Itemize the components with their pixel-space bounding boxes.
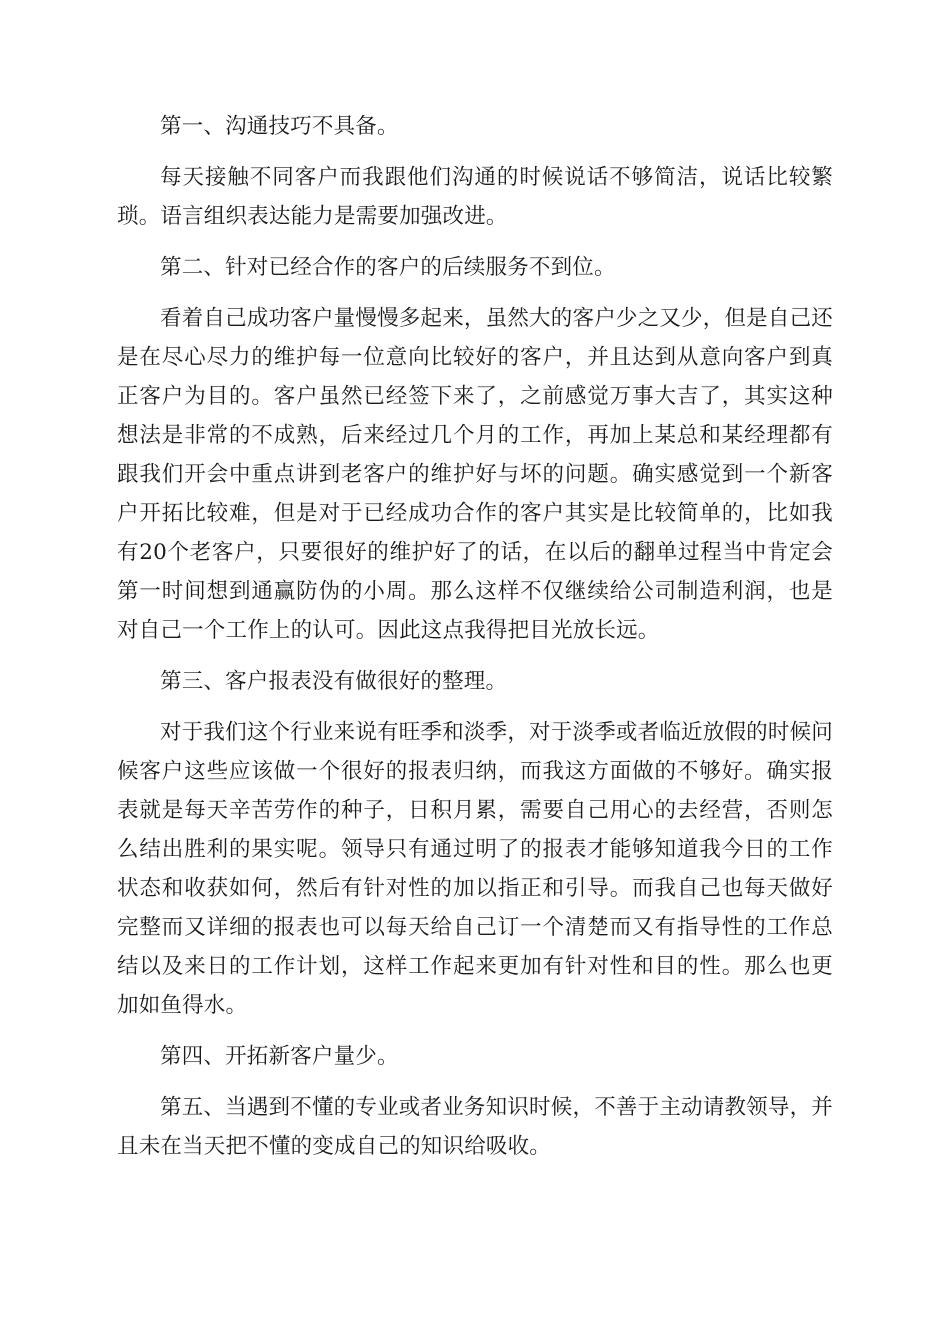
- heading-point-5: 第五、当遇到不懂的专业或者业务知识时候，不善于主动请教领导，并且未在当天把不懂的变成自己的知识给吸收。: [117, 1095, 833, 1159]
- heading-point-1: 第一、沟通技巧不具备。: [160, 114, 399, 139]
- heading-point-2: 第二、针对已经合作的客户的后续服务不到位。: [160, 255, 616, 280]
- paragraph-point-1-detail: 每天接触不同客户而我跟他们沟通的时候说话不够简洁，说话比较繁琐。语言组织表达能力是需要加强改进。: [117, 165, 833, 229]
- paragraph-point-3-detail: 对于我们这个行业来说有旺季和淡季，对于淡季或者临近放假的时候问候客户这些应该做一个很好的报表归纳，而我这方面做的不够好。确实报表就是每天辛苦劳作的种子，日积月累，需要自己用心的去经营，否则怎么结出胜利的果实呢。领导只有通过明了的报表才能够知道我今日的工作状态和收获如何，然后有针对性的加以指正和引导。而我自己也每天做好完整而又详细的报表也可以每天给自己订一个清楚而又有指导性的工作总结以及来日的工作计划，这样工作起来更加有针对性和目的性。那么也更加如鱼得水。: [117, 720, 833, 1018]
- heading-point-3: 第三、客户报表没有做很好的整理。: [160, 669, 508, 694]
- paragraph-point-2-detail: 看着自己成功客户量慢慢多起来，虽然大的客户少之又少，但是自己还是在尽心尽力的维护每一位意向比较好的客户，并且达到从意向客户到真正客户为目的。客户虽然已经签下来了，之前感觉万事大吉了，其实这种想法是非常的不成熟，后来经过几个月的工作，再加上某总和某经理都有跟我们开会中重点讲到老客户的维护好与坏的问题。确实感觉到一个新客户开拓比较难，但是对于已经成功合作的客户其实是比较简单的，比如我有20个老客户，只要很好的维护好了的话，在以后的翻单过程当中肯定会第一时间想到通赢防伪的小周。那么这样不仅继续给公司制造利润，也是对自己一个工作上的认可。因此这点我得把目光放长远。: [117, 306, 833, 643]
- heading-point-4: 第四、开拓新客户量少。: [160, 1044, 399, 1069]
- document-body: [117, 107, 833, 1178]
